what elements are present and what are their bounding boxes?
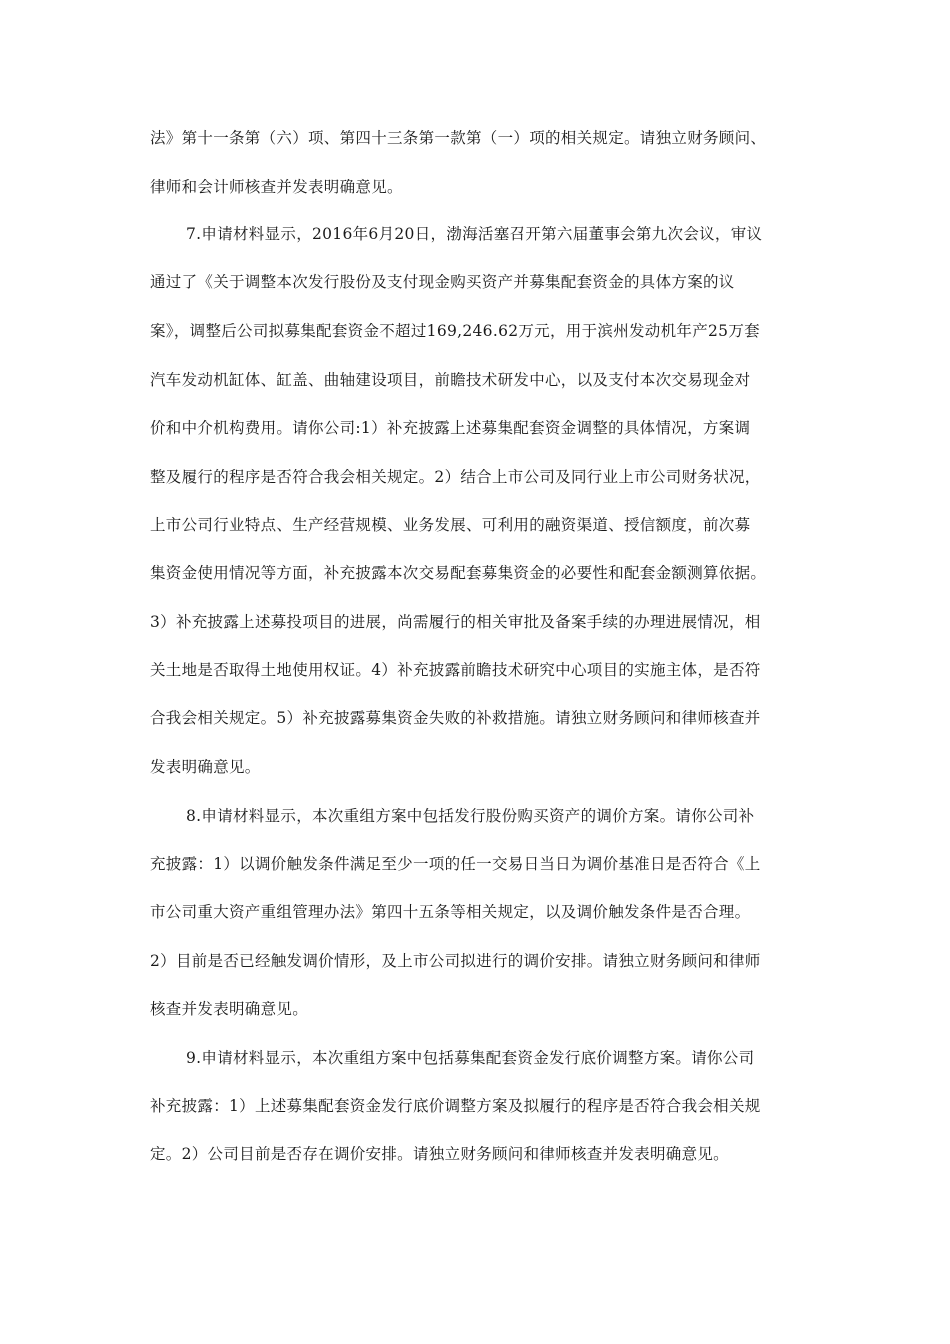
paragraph-8-start: 8.申请材料显示，本次重组方案中包括发行股份购买资产的调价方案。请你公司补 xyxy=(186,807,755,825)
text-line: 2）目前是否已经触发调价情形，及上市公司拟进行的调价安排。请独立财务顾问和律师 xyxy=(150,952,761,970)
text-line: 定。2）公司目前是否存在调价安排。请独立财务顾问和律师核查并发表明确意见。 xyxy=(150,1145,729,1163)
text-line: 集资金使用情况等方面，补充披露本次交易配套募集资金的必要性和配套金额测算依据。 xyxy=(150,564,767,582)
text-line: 市公司重大资产重组管理办法》第四十五条等相关规定，以及调价触发条件是否合理。 xyxy=(150,903,751,921)
text-line: 案》，调整后公司拟募集配套资金不超过169,246.62万元，用于滨州发动机年产25万套 xyxy=(150,322,760,340)
text-line: 通过了《关于调整本次发行股份及支付现金购买资产并募集配套资金的具体方案的议 xyxy=(150,273,735,291)
text-line: 上市公司行业特点、生产经营规模、业务发展、可利用的融资渠道、授信额度，前次募 xyxy=(150,516,751,534)
text-line: 充披露：1）以调价触发条件满足至少一项的任一交易日当日为调价基准日是否符合《上 xyxy=(150,855,761,873)
text-line: 法》第十一条第（六）项、第四十三条第一款第（一）项的相关规定。请独立财务顾问、 xyxy=(150,129,767,147)
text-line: 关土地是否取得土地使用权证。4）补充披露前瞻技术研究中心项目的实施主体，是否符 xyxy=(150,661,761,679)
text-line: 发表明确意见。 xyxy=(150,758,261,776)
text-line: 汽车发动机缸体、缸盖、曲轴建设项目，前瞻技术研发中心，以及支付本次交易现金对 xyxy=(150,371,751,389)
text-line: 合我会相关规定。5）补充披露募集资金失败的补救措施。请独立财务顾问和律师核查并 xyxy=(150,709,761,727)
text-line: 整及履行的程序是否符合我会相关规定。2）结合上市公司及同行业上市公司财务状况， xyxy=(150,468,761,486)
text-line: 价和中介机构费用。请你公司:1）补充披露上述募集配套资金调整的具体情况，方案调 xyxy=(150,419,751,437)
text-line: 核查并发表明确意见。 xyxy=(150,1000,309,1018)
text-line: 3）补充披露上述募投项目的进展，尚需履行的相关审批及备案手续的办理进展情况，相 xyxy=(150,613,761,631)
text-line: 律师和会计师核查并发表明确意见。 xyxy=(150,178,403,196)
text-line: 补充披露：1）上述募集配套资金发行底价调整方案及拟履行的程序是否符合我会相关规 xyxy=(150,1097,761,1115)
paragraph-7-start: 7.申请材料显示，2016年6月20日，渤海活塞召开第六届董事会第九次会议，审议 xyxy=(186,225,763,243)
paragraph-9-start: 9.申请材料显示，本次重组方案中包括募集配套资金发行底价调整方案。请你公司 xyxy=(186,1049,755,1067)
